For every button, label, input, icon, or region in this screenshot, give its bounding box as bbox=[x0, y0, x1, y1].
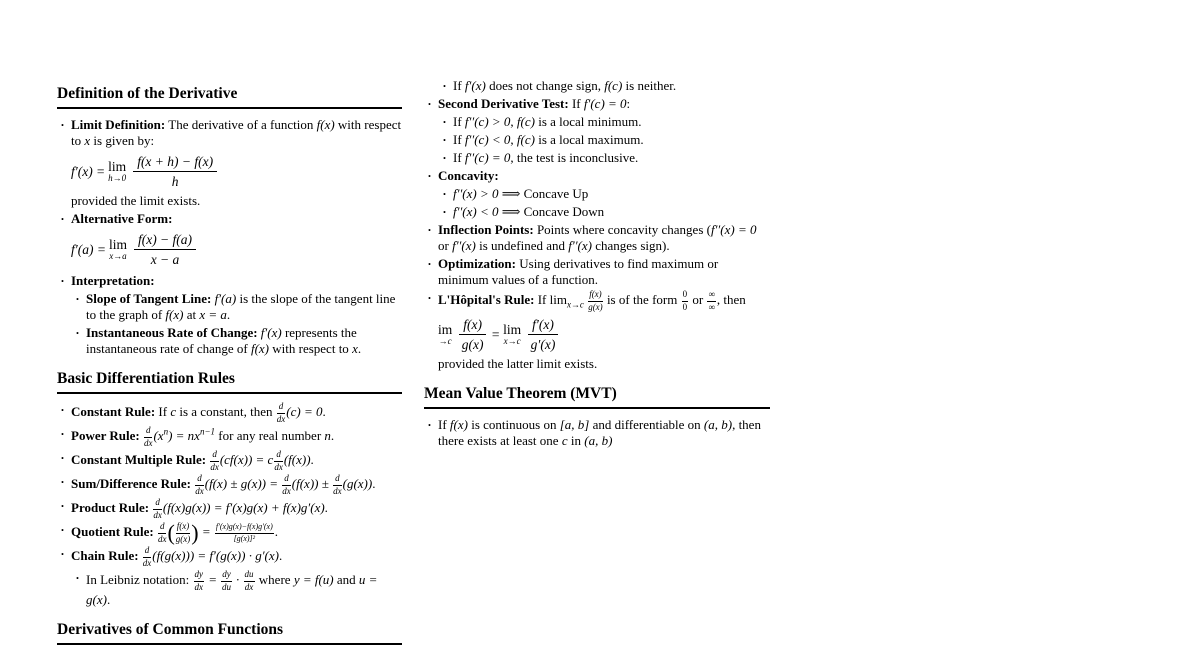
bold-text: Quotient Rule: bbox=[71, 523, 157, 539]
fraction bbox=[244, 570, 255, 592]
fraction bbox=[176, 522, 191, 544]
text-run: is a constant, then bbox=[176, 403, 276, 419]
list-item bbox=[424, 132, 770, 148]
text-run bbox=[584, 292, 587, 307]
text-run: with respect to bbox=[71, 117, 402, 148]
text-run: . bbox=[324, 499, 328, 515]
fraction-denominator: dx bbox=[143, 437, 153, 448]
math-text: = bbox=[205, 571, 221, 587]
bullet-icon: • bbox=[61, 477, 64, 487]
list-item bbox=[57, 546, 402, 568]
text-run: If bbox=[453, 132, 465, 147]
text-run: is continuous on bbox=[467, 417, 560, 432]
fraction bbox=[277, 402, 286, 424]
fraction-denominator: g(x) bbox=[461, 337, 484, 352]
item-content bbox=[453, 132, 770, 148]
fraction-numerator: d bbox=[274, 450, 283, 462]
text-run: , bbox=[510, 114, 517, 129]
fraction-numerator: f′(x)g(x)−f(x)g′(x) bbox=[215, 523, 274, 534]
fraction bbox=[588, 290, 603, 312]
text-run: . bbox=[322, 403, 326, 419]
list-item bbox=[424, 78, 770, 94]
fraction bbox=[333, 474, 342, 496]
list-item bbox=[424, 186, 770, 202]
item-content bbox=[71, 474, 402, 496]
text-run: If bbox=[438, 417, 450, 432]
fraction-denominator: dx bbox=[157, 533, 167, 544]
display-formula bbox=[438, 317, 770, 352]
fraction-numerator: d bbox=[144, 426, 153, 438]
math-text: f′(x) bbox=[260, 325, 282, 340]
fraction bbox=[215, 523, 274, 543]
text-run: . bbox=[330, 427, 335, 443]
item-content bbox=[438, 256, 770, 288]
fraction-numerator: d bbox=[277, 402, 286, 414]
limit-subscript: h→0 bbox=[108, 173, 127, 183]
item-content bbox=[453, 150, 770, 166]
list-item bbox=[57, 402, 402, 424]
bullet-icon: • bbox=[428, 171, 431, 181]
math-text: f(c) bbox=[604, 78, 623, 93]
list-item bbox=[57, 211, 402, 271]
fraction-numerator: d bbox=[195, 474, 204, 486]
item-content bbox=[71, 402, 402, 424]
bold-text: Slope of Tangent Line: bbox=[86, 291, 215, 306]
fraction bbox=[274, 450, 283, 472]
math-text: x bbox=[84, 133, 91, 148]
bold-text: Alternative Form: bbox=[71, 211, 173, 226]
math-text: ) = nx bbox=[168, 427, 200, 443]
math-text: f(x) bbox=[250, 341, 270, 356]
item-content bbox=[86, 325, 402, 357]
text-run: If bbox=[155, 403, 171, 419]
item-content bbox=[438, 168, 770, 184]
fraction-numerator: f(x) bbox=[176, 522, 191, 534]
text-run: : bbox=[626, 96, 631, 111]
text-run: ⟹ Concave Down bbox=[498, 204, 605, 219]
math-text: c bbox=[561, 433, 568, 448]
item-content bbox=[453, 186, 770, 202]
fraction-numerator: d bbox=[210, 450, 219, 462]
bullet-icon: • bbox=[61, 501, 64, 511]
bold-text: Product Rule: bbox=[71, 499, 153, 515]
display-formula bbox=[71, 154, 402, 189]
fraction-denominator: du bbox=[222, 581, 232, 592]
math-text: (g(x)) bbox=[342, 475, 373, 491]
text-run: , bbox=[510, 132, 517, 147]
math-text: f′(x) bbox=[464, 78, 486, 93]
bullet-icon: • bbox=[76, 294, 79, 304]
math-text: u = g(x) bbox=[86, 571, 378, 607]
text-run: . bbox=[310, 451, 314, 467]
list-item bbox=[424, 96, 770, 112]
text-run: provided the limit exists. bbox=[71, 193, 201, 208]
math-text: (c) = 0 bbox=[286, 403, 323, 419]
fraction-denominator: dx bbox=[210, 461, 219, 472]
text-run: . bbox=[226, 307, 231, 322]
math-text: (cf(x)) = c bbox=[219, 451, 274, 467]
math-text: = bbox=[491, 326, 501, 342]
list-item bbox=[57, 474, 402, 496]
bold-text: Sum/Difference Rule: bbox=[71, 475, 195, 491]
math-text: (f(x) ± g(x)) = bbox=[204, 475, 282, 491]
fraction-numerator: dy bbox=[194, 570, 205, 582]
formula-note bbox=[438, 356, 770, 372]
section bbox=[424, 384, 770, 449]
text-run: . bbox=[357, 341, 362, 356]
item-content bbox=[71, 498, 402, 520]
list-item bbox=[57, 522, 402, 544]
list-item bbox=[424, 256, 770, 288]
fraction-denominator: dx bbox=[274, 461, 283, 472]
math-text: (f(x)g(x)) = f′(x)g(x) + f(x)g′(x) bbox=[162, 499, 325, 515]
item-content bbox=[453, 204, 770, 220]
bullet-icon: • bbox=[428, 293, 431, 303]
text-run: is undefined and bbox=[475, 238, 569, 253]
text-run: for any real number bbox=[215, 427, 325, 443]
fraction-denominator: [g(x)]² bbox=[233, 533, 256, 543]
list-item bbox=[424, 290, 770, 372]
text-run: changes sign). bbox=[591, 238, 670, 253]
text-run: provided the latter limit exists. bbox=[438, 356, 598, 371]
list-item bbox=[424, 417, 770, 449]
text-run: The derivative of a function bbox=[165, 117, 317, 132]
math-text: f′(c) = 0 bbox=[583, 96, 627, 111]
display-formula bbox=[71, 232, 402, 267]
list-item bbox=[424, 168, 770, 184]
bullet-icon: • bbox=[61, 549, 64, 559]
text-run: If bbox=[453, 114, 465, 129]
bullet-icon: • bbox=[428, 420, 431, 430]
big-paren: ) bbox=[191, 520, 199, 545]
math-text: f′′(x) > 0 bbox=[453, 186, 499, 201]
text-run: If bbox=[453, 150, 465, 165]
math-text: f′′(c) > 0 bbox=[464, 114, 511, 129]
text-run: or bbox=[689, 291, 707, 307]
fraction-numerator: du bbox=[244, 570, 255, 582]
text-run: is a local minimum. bbox=[534, 114, 642, 129]
list-item bbox=[57, 426, 402, 448]
item-content bbox=[438, 222, 770, 254]
item-content bbox=[71, 522, 402, 544]
text-run: If bbox=[453, 78, 465, 93]
fraction-denominator: dx bbox=[194, 581, 204, 592]
list-item bbox=[57, 117, 402, 209]
text-run: where bbox=[255, 571, 294, 587]
bullet-icon: • bbox=[443, 153, 446, 163]
fraction bbox=[459, 317, 486, 352]
bold-text: Interpretation: bbox=[71, 273, 155, 288]
math-text: (f(x)) ± bbox=[291, 475, 333, 491]
item-content bbox=[71, 546, 402, 568]
limit-text: lim bbox=[108, 159, 127, 174]
fraction-numerator: f′(x) bbox=[528, 317, 558, 335]
formula-note bbox=[71, 193, 402, 209]
fraction-numerator: f(x) − f(a) bbox=[134, 232, 196, 250]
text-run: If lim bbox=[534, 291, 567, 307]
fraction bbox=[528, 317, 558, 352]
fraction-numerator: 0 bbox=[682, 290, 689, 302]
math-text: x = a bbox=[199, 307, 227, 322]
text-run: with respect to bbox=[269, 341, 353, 356]
text-run: Using derivatives to find maximum or minimum values of a function. bbox=[438, 256, 719, 287]
limit-text: im bbox=[438, 322, 453, 337]
fraction bbox=[158, 522, 167, 544]
text-run: or bbox=[438, 238, 453, 253]
fraction-numerator: d bbox=[282, 474, 291, 486]
list-item bbox=[424, 114, 770, 130]
fraction-denominator: dx bbox=[282, 485, 291, 496]
fraction bbox=[221, 570, 232, 592]
right-column bbox=[424, 76, 770, 451]
text-run: , then there exists at least one bbox=[438, 417, 761, 448]
text-run: is neither. bbox=[622, 78, 677, 93]
section-heading: Mean Value Theorem (MVT) bbox=[424, 384, 770, 409]
limit-text: lim bbox=[108, 237, 127, 252]
bold-text: Optimization: bbox=[438, 256, 516, 271]
math-text: c bbox=[170, 403, 177, 419]
text-run: If bbox=[568, 96, 584, 111]
section bbox=[424, 78, 770, 372]
section-heading: Derivatives of Common Functions bbox=[57, 620, 402, 645]
fraction-denominator: dx bbox=[142, 557, 152, 568]
math-text: (x bbox=[153, 427, 164, 443]
text-run: . bbox=[274, 523, 278, 539]
fraction-denominator: dx bbox=[333, 485, 342, 496]
bullet-icon: • bbox=[428, 259, 431, 269]
fraction-denominator: dx bbox=[153, 509, 162, 520]
item-content bbox=[438, 96, 770, 112]
text-run: is a local maximum. bbox=[534, 132, 644, 147]
bullet-icon: • bbox=[443, 207, 446, 217]
fraction bbox=[133, 154, 217, 189]
bullet-icon: • bbox=[61, 405, 64, 415]
superscript: n−1 bbox=[199, 426, 216, 437]
math-text: f′(a) = bbox=[71, 241, 106, 257]
math-text: = bbox=[198, 523, 214, 539]
superscript: n bbox=[163, 426, 169, 437]
section-heading: Basic Differentiation Rules bbox=[57, 369, 402, 394]
item-content bbox=[71, 273, 402, 289]
section bbox=[57, 620, 402, 645]
limit-text: lim bbox=[503, 322, 522, 337]
bold-text: Constant Rule: bbox=[71, 403, 156, 419]
fraction bbox=[282, 474, 291, 496]
fraction-denominator: g′(x) bbox=[530, 337, 556, 352]
fraction-numerator: d bbox=[153, 498, 162, 510]
bold-text: Limit Definition: bbox=[71, 117, 166, 132]
text-run: is of the form bbox=[603, 291, 681, 307]
fraction-numerator: d bbox=[333, 474, 342, 486]
math-text: f′′(x) bbox=[452, 238, 476, 253]
math-text: (a, b) bbox=[703, 417, 733, 432]
item-content bbox=[453, 114, 770, 130]
fraction bbox=[210, 450, 219, 472]
fraction bbox=[143, 546, 152, 568]
fraction bbox=[153, 498, 162, 520]
list-item bbox=[57, 273, 402, 289]
list-item bbox=[57, 498, 402, 520]
math-text: f′′(c) = 0 bbox=[464, 150, 511, 165]
limit-operator bbox=[503, 323, 521, 346]
bullet-icon: • bbox=[61, 429, 64, 439]
math-text: x bbox=[352, 341, 358, 356]
math-text: f(x) bbox=[165, 307, 184, 322]
bullet-icon: • bbox=[61, 120, 64, 130]
bullet-icon: • bbox=[76, 573, 79, 583]
math-text: f(x) bbox=[316, 117, 335, 132]
fraction-numerator: d bbox=[143, 546, 152, 558]
math-text: f′′(x) bbox=[568, 238, 592, 253]
list-item bbox=[57, 450, 402, 472]
left-column bbox=[57, 84, 402, 653]
fraction-numerator: ∞ bbox=[707, 290, 715, 302]
fraction-denominator: dx bbox=[276, 413, 286, 424]
fraction-numerator: f(x + h) − f(x) bbox=[133, 154, 217, 172]
item-content bbox=[71, 426, 402, 448]
math-text: (a, b) bbox=[584, 433, 613, 448]
fraction bbox=[195, 474, 204, 496]
fraction-denominator: dx bbox=[195, 485, 204, 496]
item-content bbox=[86, 291, 402, 323]
fraction bbox=[194, 570, 205, 592]
bold-text: L'Hôpital's Rule: bbox=[438, 291, 535, 307]
list-item bbox=[424, 222, 770, 254]
math-text: f(c) bbox=[516, 132, 535, 147]
fraction-numerator: dy bbox=[221, 570, 232, 582]
item-content bbox=[438, 290, 770, 372]
math-text: [a, b] bbox=[559, 417, 590, 432]
list-item bbox=[57, 291, 402, 323]
text-run: In Leibniz notation: bbox=[86, 571, 193, 587]
math-text: (f(x)) bbox=[283, 451, 311, 467]
fraction-numerator: f(x) bbox=[459, 317, 486, 335]
fraction-denominator: x − a bbox=[150, 252, 180, 267]
bullet-icon: • bbox=[61, 214, 64, 224]
math-text: n bbox=[324, 427, 331, 443]
math-text: · bbox=[232, 571, 243, 587]
fraction bbox=[707, 290, 715, 312]
fraction-denominator: g(x) bbox=[175, 533, 191, 544]
math-text: y = f(u) bbox=[293, 571, 334, 587]
math-text: f′(x) = bbox=[71, 163, 106, 179]
limit-subscript: x→c bbox=[503, 336, 521, 346]
math-text: f′′(c) < 0 bbox=[464, 132, 511, 147]
bullet-icon: • bbox=[443, 189, 446, 199]
list-item bbox=[424, 204, 770, 220]
item-content bbox=[453, 78, 770, 94]
text-run: , then bbox=[716, 291, 746, 307]
bold-text: Power Rule: bbox=[71, 427, 143, 443]
item-content bbox=[438, 417, 770, 449]
bullet-icon: • bbox=[76, 328, 79, 338]
text-run: at bbox=[183, 307, 200, 322]
bullet-icon: • bbox=[61, 453, 64, 463]
item-content bbox=[71, 117, 402, 209]
text-run: . bbox=[372, 475, 376, 491]
list-item bbox=[424, 150, 770, 166]
text-run: is the slope of the tangent line to the graph of bbox=[86, 291, 396, 322]
math-text: (f(g(x))) = f′(g(x)) · g′(x) bbox=[152, 547, 279, 563]
text-run: is given by: bbox=[90, 133, 155, 148]
bullet-icon: • bbox=[443, 135, 446, 145]
bold-text: Concavity: bbox=[438, 168, 499, 183]
big-paren: ( bbox=[167, 520, 175, 545]
bold-text: Chain Rule: bbox=[71, 547, 142, 563]
limit-operator bbox=[108, 160, 126, 183]
math-text: f′′(x) < 0 bbox=[453, 204, 499, 219]
bullet-icon: • bbox=[61, 525, 64, 535]
math-text: f′(a) bbox=[214, 291, 237, 306]
bold-text: Inflection Points: bbox=[438, 222, 534, 237]
bullet-icon: • bbox=[443, 117, 446, 127]
limit-operator bbox=[438, 323, 452, 346]
list-item bbox=[57, 325, 402, 357]
section-heading: Definition of the Derivative bbox=[57, 84, 402, 109]
limit-subscript: x→a bbox=[109, 251, 127, 261]
bold-text: Constant Multiple Rule: bbox=[71, 451, 210, 467]
fraction-denominator: h bbox=[171, 174, 179, 189]
text-run: Points where concavity changes ( bbox=[533, 222, 711, 237]
math-text: f′′(x) = 0 bbox=[710, 222, 757, 237]
fraction-denominator: ∞ bbox=[708, 301, 715, 312]
text-run: and differentiable on bbox=[589, 417, 704, 432]
section bbox=[57, 369, 402, 608]
math-text: f(x) bbox=[449, 417, 468, 432]
text-run: and bbox=[333, 571, 359, 587]
text-run: does not change sign, bbox=[485, 78, 605, 93]
fraction bbox=[682, 290, 689, 312]
math-text: f(c) bbox=[516, 114, 535, 129]
limit-operator bbox=[109, 238, 127, 261]
fraction-denominator: 0 bbox=[682, 301, 688, 312]
fraction-denominator: dx bbox=[244, 581, 254, 592]
bold-text: Second Derivative Test: bbox=[438, 96, 569, 111]
text-run: . bbox=[106, 592, 111, 607]
text-run: in bbox=[567, 433, 585, 448]
text-run: . bbox=[279, 547, 283, 563]
fraction-numerator: f(x) bbox=[588, 290, 603, 302]
item-content bbox=[71, 211, 402, 271]
fraction-denominator: g(x) bbox=[588, 301, 603, 312]
list-item bbox=[57, 570, 402, 608]
bullet-icon: • bbox=[443, 81, 446, 91]
item-content bbox=[86, 570, 402, 608]
item-content bbox=[71, 450, 402, 472]
text-run: , the test is inconclusive. bbox=[510, 150, 639, 165]
bullet-icon: • bbox=[428, 99, 431, 109]
subscript: x→c bbox=[566, 299, 584, 310]
fraction bbox=[144, 426, 153, 448]
fraction bbox=[134, 232, 196, 267]
text-run: represents the instantaneous rate of change of bbox=[86, 325, 357, 356]
bullet-icon: • bbox=[428, 225, 431, 235]
bullet-icon: • bbox=[61, 276, 64, 286]
bold-text: Instantaneous Rate of Change: bbox=[86, 325, 261, 340]
section bbox=[57, 84, 402, 357]
text-run: ⟹ Concave Up bbox=[498, 186, 589, 201]
fraction-numerator: d bbox=[158, 522, 167, 534]
limit-subscript: →c bbox=[438, 336, 452, 346]
